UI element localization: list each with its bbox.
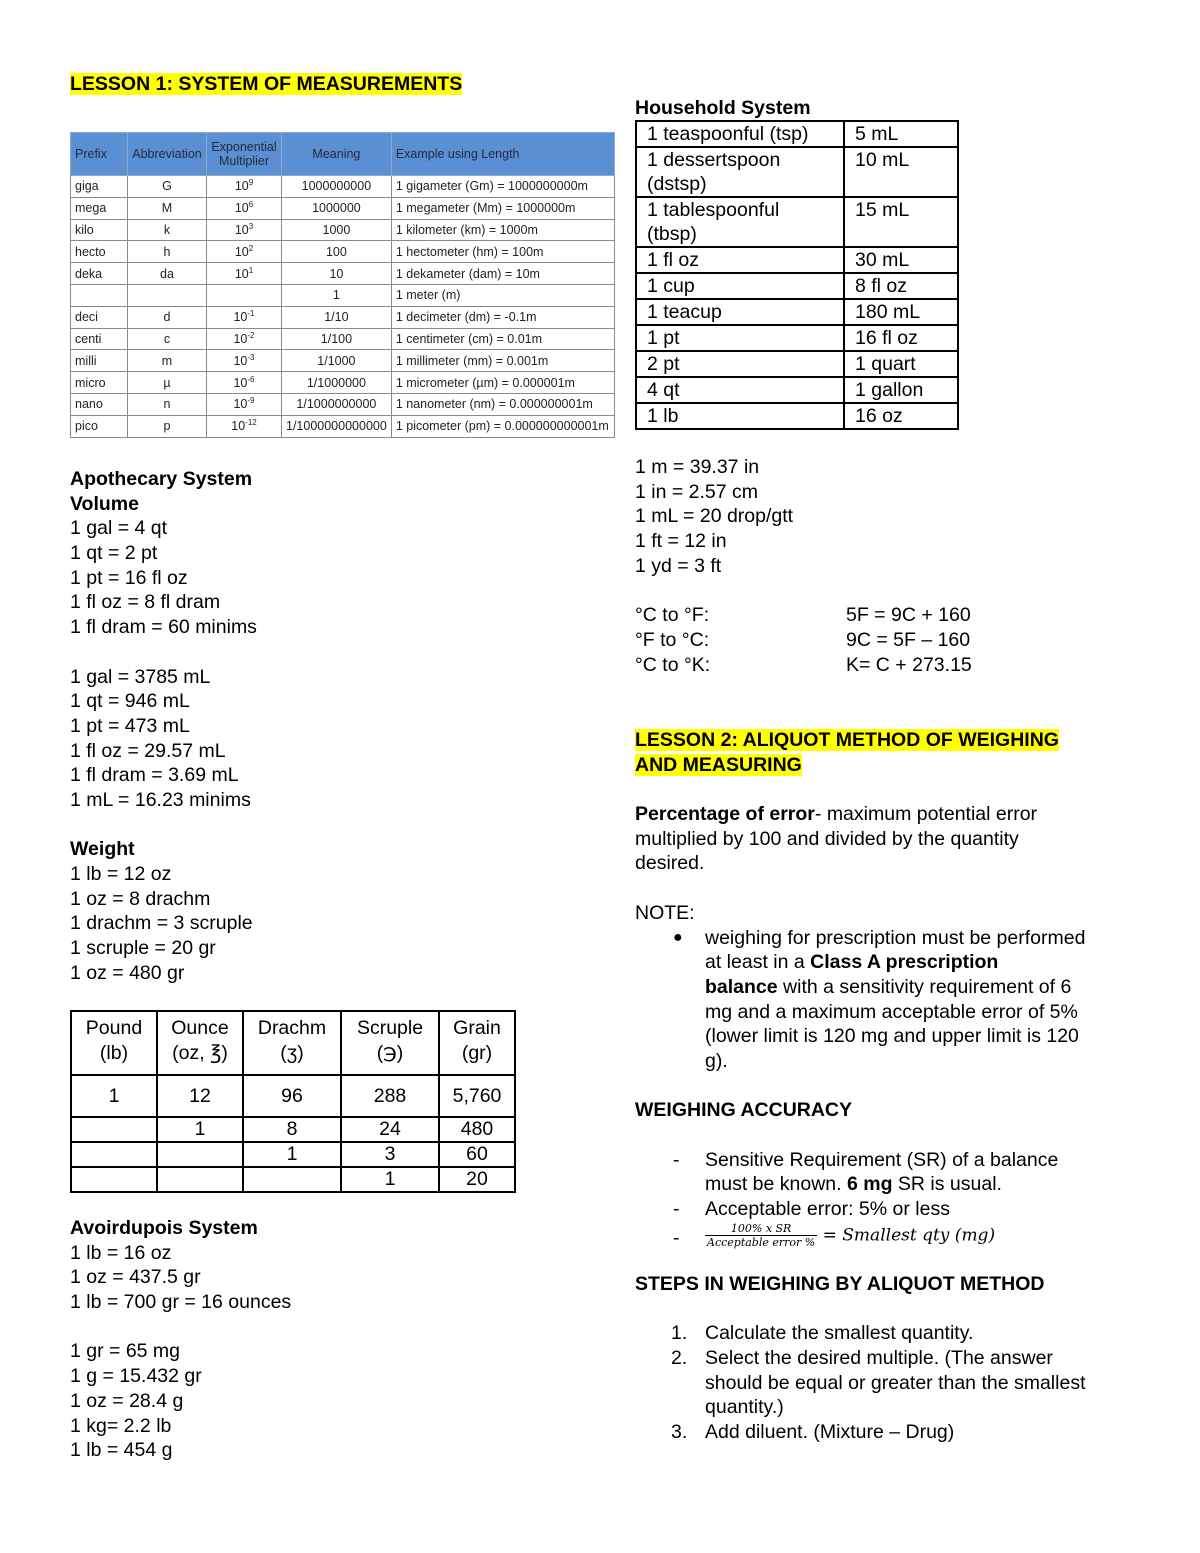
volume-line-5: 1 fl dram = 60 minims bbox=[70, 616, 257, 639]
step-text: quantity.) bbox=[705, 1396, 784, 1419]
prefix-cell: micro bbox=[71, 372, 128, 394]
lesson2-title-line2: AND MEASURING bbox=[635, 753, 802, 776]
weight-table-cell: 480 bbox=[439, 1117, 515, 1142]
percentage-error-term: Percentage of error bbox=[635, 803, 815, 826]
step-item bbox=[635, 1321, 1086, 1346]
prefix-header: Prefix bbox=[71, 133, 128, 176]
weight-table-cell: 5,760 bbox=[439, 1075, 515, 1117]
step-text: should be equal or greater than the smallest bbox=[705, 1371, 1086, 1394]
meaning-cell: 1/1000000000000 bbox=[282, 415, 392, 437]
percentage-error-def-1: - maximum potential error bbox=[814, 803, 1038, 826]
household-row bbox=[636, 377, 958, 403]
apothecary-weight-table bbox=[70, 1010, 516, 1193]
household-value: 30 mL bbox=[844, 247, 958, 273]
smallest-qty-formula: - $\frac{\text{100\% x SR}}{\text{Acceptable error \%}}$ = Smallest qty (mg) bbox=[673, 1221, 996, 1249]
meaning-cell: 1/1000000000 bbox=[282, 393, 392, 415]
abbreviation-cell: c bbox=[128, 328, 207, 350]
meaning-cell: 1000000 bbox=[282, 197, 392, 219]
prefix-row bbox=[71, 284, 615, 306]
weight-table-header: Scruple (℈) bbox=[341, 1011, 439, 1075]
meaning-cell: 100 bbox=[282, 241, 392, 263]
avoirdupois-line-3: 1 lb = 700 gr = 16 ounces bbox=[70, 1291, 292, 1314]
weight-table-header: Pound (lb) bbox=[71, 1011, 157, 1075]
example-cell: 1 meter (m) bbox=[391, 284, 614, 306]
example-cell: 1 nanometer (nm) = 0.000000001m bbox=[391, 393, 614, 415]
weight-title: Weight bbox=[70, 838, 135, 861]
note-line-5: (lower limit is 120 mg and upper limit is 120 bbox=[705, 1025, 1079, 1048]
household-unit: 1 teaspoonful (tsp) bbox=[636, 121, 844, 147]
weight-table-cell: 12 bbox=[157, 1075, 243, 1117]
multiplier-cell: $10^{-12}$ bbox=[207, 415, 282, 437]
household-value: 5 mL bbox=[844, 121, 958, 147]
exponent: 1 bbox=[248, 265, 254, 275]
temperature-formula: 9C = 5F – 160 bbox=[846, 628, 971, 651]
avoirdupois-line-2: 1 oz = 437.5 gr bbox=[70, 1266, 201, 1289]
abbreviation-cell: h bbox=[128, 241, 207, 263]
step-item bbox=[635, 1420, 1086, 1445]
accuracy-item-2: - Acceptable error: 5% or less bbox=[673, 1198, 950, 1221]
example-cell: 1 gigameter (Gm) = 1000000000m bbox=[391, 176, 614, 198]
prefix-cell: pico bbox=[71, 415, 128, 437]
step-text: Add diluent. (Mixture – Drug) bbox=[705, 1420, 955, 1443]
prefix-row bbox=[71, 263, 615, 285]
meaning-cell: 1/1000000 bbox=[282, 372, 392, 394]
household-value: 16 fl oz bbox=[844, 325, 958, 351]
meaning-cell: 1/100 bbox=[282, 328, 392, 350]
conversion-line-3: 1 mL = 20 drop/gtt bbox=[635, 505, 794, 528]
weighing-accuracy-title: WEIGHING ACCURACY bbox=[635, 1099, 853, 1122]
prefix-row bbox=[71, 393, 615, 415]
exponent: -6 bbox=[247, 374, 255, 384]
conversion-line-5: 1 yd = 3 ft bbox=[635, 554, 722, 577]
weight-line-2: 1 oz = 8 drachm bbox=[70, 887, 211, 910]
weight-table-cell bbox=[157, 1142, 243, 1167]
abbreviation-cell: d bbox=[128, 306, 207, 328]
multiplier-cell: $10^{-6}$ bbox=[207, 372, 282, 394]
example-cell: 1 hectometer (hm) = 100m bbox=[391, 241, 614, 263]
household-row bbox=[636, 299, 958, 325]
multiplier-cell: $10^{-2}$ bbox=[207, 328, 282, 350]
prefix-row bbox=[71, 306, 615, 328]
formula-numerator: 100% x SR bbox=[705, 1222, 817, 1236]
avoirdupois-line-4: 1 kg= 2.2 lb bbox=[70, 1414, 172, 1437]
weight-table-cell: 8 bbox=[243, 1117, 341, 1142]
household-value: 10 mL bbox=[844, 147, 958, 197]
household-unit: 2 pt bbox=[636, 351, 844, 377]
weight-line-5: 1 oz = 480 gr bbox=[70, 961, 185, 984]
prefix-cell: kilo bbox=[71, 219, 128, 241]
lesson1-title: LESSON 1: SYSTEM OF MEASUREMENTS bbox=[70, 73, 463, 95]
weight-line-1: 1 lb = 12 oz bbox=[70, 863, 172, 885]
percentage-error-def-2: multiplied by 100 and divided by the quantity bbox=[635, 827, 1019, 850]
volume-ml-line-4: 1 fl oz = 29.57 mL bbox=[70, 739, 226, 762]
temperature-label: °C to °K: bbox=[635, 653, 711, 676]
volume-ml-line-2: 1 qt = 946 mL bbox=[70, 690, 190, 713]
example-cell: 1 dekameter (dam) = 10m bbox=[391, 263, 614, 285]
step-number: 2. bbox=[671, 1346, 688, 1369]
abbreviation-cell: m bbox=[128, 350, 207, 372]
multiplier-cell: $10^{-9}$ bbox=[207, 393, 282, 415]
weight-table-header: Grain (gr) bbox=[439, 1011, 515, 1075]
abbreviation-header: Abbreviation bbox=[128, 133, 207, 176]
weight-table-cell: 24 bbox=[341, 1117, 439, 1142]
meaning-cell: 1/10 bbox=[282, 306, 392, 328]
household-unit: 4 qt bbox=[636, 377, 844, 403]
prefix-cell: giga bbox=[71, 176, 128, 198]
weight-table-cell: 60 bbox=[439, 1142, 515, 1167]
abbreviation-cell: da bbox=[128, 263, 207, 285]
household-value: 180 mL bbox=[844, 299, 958, 325]
prefix-cell: centi bbox=[71, 328, 128, 350]
meaning-cell: 10 bbox=[282, 263, 392, 285]
avoirdupois-line-1: 1 gr = 65 mg bbox=[70, 1340, 181, 1363]
multiplier-cell: $10^{-3}$ bbox=[207, 350, 282, 372]
avoirdupois-line-5: 1 lb = 454 g bbox=[70, 1439, 173, 1462]
household-row bbox=[636, 147, 958, 197]
volume-line-4: 1 fl oz = 8 fl dram bbox=[70, 591, 221, 614]
household-value: 1 quart bbox=[844, 351, 958, 377]
weight-table-cell: 1 bbox=[71, 1075, 157, 1117]
prefix-row bbox=[71, 350, 615, 372]
example-cell: 1 megameter (Mm) = 1000000m bbox=[391, 197, 614, 219]
example-cell: 1 micrometer (µm) = 0.000001m bbox=[391, 372, 614, 394]
household-row bbox=[636, 121, 958, 147]
weight-table-cell: 1 bbox=[157, 1117, 243, 1142]
example-cell: 1 centimeter (cm) = 0.01m bbox=[391, 328, 614, 350]
prefix-cell: hecto bbox=[71, 241, 128, 263]
prefix-row bbox=[71, 328, 615, 350]
conversion-line-2: 1 in = 2.57 cm bbox=[635, 480, 759, 503]
abbreviation-cell: n bbox=[128, 393, 207, 415]
prefix-cell bbox=[71, 284, 128, 306]
avoirdupois-line-1: 1 lb = 16 oz bbox=[70, 1241, 172, 1264]
meaning-cell: 1000000000 bbox=[282, 176, 392, 198]
conversion-line-1: 1 m = 39.37 in bbox=[635, 456, 760, 478]
weight-table-cell bbox=[157, 1167, 243, 1192]
abbreviation-cell: µ bbox=[128, 372, 207, 394]
note-line-4: mg and a maximum acceptable error of 5% bbox=[705, 1000, 1078, 1023]
weight-table-cell: 288 bbox=[341, 1075, 439, 1117]
weight-table-cell bbox=[243, 1167, 341, 1192]
note-line-6: g). bbox=[705, 1049, 728, 1072]
household-title: Household System bbox=[635, 97, 811, 119]
prefix-row bbox=[71, 415, 615, 437]
formula-rhs: = Smallest qty (mg) bbox=[822, 1225, 996, 1246]
household-value: 1 gallon bbox=[844, 377, 958, 403]
weight-table-cell: 3 bbox=[341, 1142, 439, 1167]
step-text: Select the desired multiple. (The answer bbox=[705, 1346, 1053, 1369]
prefix-cell: mega bbox=[71, 197, 128, 219]
weight-line-3: 1 drachm = 3 scruple bbox=[70, 912, 253, 935]
abbreviation-cell: G bbox=[128, 176, 207, 198]
conversion-line-4: 1 ft = 12 in bbox=[635, 530, 727, 553]
multiplier-cell: $10^3$ bbox=[207, 219, 282, 241]
example-cell: 1 decimeter (dm) = -0.1m bbox=[391, 306, 614, 328]
accuracy-item-1: - Sensitive Requirement (SR) of a balance must be known. 6 mg SR is usual. bbox=[673, 1148, 1059, 1196]
abbreviation-cell bbox=[128, 284, 207, 306]
note-line-3: balance with a sensitivity requirement of 6 bbox=[705, 975, 1072, 998]
lesson2-title-line1: LESSON 2: ALIQUOT METHOD OF WEIGHING bbox=[635, 729, 1059, 751]
abbreviation-cell: k bbox=[128, 219, 207, 241]
example-header: Example using Length bbox=[391, 133, 614, 176]
note-line-2: at least in a Class A prescription bbox=[705, 951, 999, 974]
household-row bbox=[636, 197, 958, 247]
abbreviation-cell: M bbox=[128, 197, 207, 219]
avoirdupois-title: Avoirdupois System bbox=[70, 1217, 258, 1239]
multiplier-cell: $10^{-1}$ bbox=[207, 306, 282, 328]
household-value: 8 fl oz bbox=[844, 273, 958, 299]
step-text: Calculate the smallest quantity. bbox=[705, 1322, 974, 1345]
household-row bbox=[636, 325, 958, 351]
household-row bbox=[636, 403, 958, 429]
household-unit: 1 fl oz bbox=[636, 247, 844, 273]
exponent: -3 bbox=[247, 352, 255, 362]
prefix-cell: deka bbox=[71, 263, 128, 285]
exponent: -9 bbox=[247, 396, 255, 406]
weight-line-4: 1 scruple = 20 gr bbox=[70, 937, 216, 960]
multiplier-cell: $10^9$ bbox=[207, 176, 282, 198]
multiplier-cell bbox=[207, 284, 282, 306]
volume-line-1: 1 gal = 4 qt bbox=[70, 517, 168, 540]
temperature-row bbox=[635, 653, 972, 678]
prefix-row bbox=[71, 219, 615, 241]
step-number: 3. bbox=[671, 1420, 688, 1443]
weight-table-cell bbox=[71, 1142, 157, 1167]
exponent: -12 bbox=[245, 418, 257, 427]
example-cell: 1 picometer (pm) = 0.000000000001m bbox=[391, 415, 614, 437]
note-line-1: weighing for prescription must be performed bbox=[705, 926, 1086, 949]
weight-table-cell bbox=[71, 1167, 157, 1192]
weight-table-cell bbox=[71, 1117, 157, 1142]
note-label: NOTE: bbox=[635, 901, 695, 924]
exponent: -1 bbox=[247, 309, 255, 319]
note-bullet bbox=[635, 926, 1086, 1074]
prefix-cell: deci bbox=[71, 306, 128, 328]
exponent: 3 bbox=[248, 221, 254, 231]
prefix-row bbox=[71, 176, 615, 198]
example-cell: 1 millimeter (mm) = 0.001m bbox=[391, 350, 614, 372]
temperature-formula: K= C + 273.15 bbox=[846, 653, 972, 676]
household-unit: 1 dessertspoon (dstsp) bbox=[636, 147, 844, 197]
weight-table-cell: 1 bbox=[243, 1142, 341, 1167]
multiplier-cell: $10^6$ bbox=[207, 197, 282, 219]
volume-ml-line-5: 1 fl dram = 3.69 mL bbox=[70, 764, 239, 787]
steps-title: STEPS IN WEIGHING BY ALIQUOT METHOD bbox=[635, 1272, 1045, 1295]
percentage-error-def-3: desired. bbox=[635, 852, 705, 875]
temperature-row bbox=[635, 628, 972, 653]
formula-denominator: Acceptable error % bbox=[707, 1235, 816, 1249]
prefix-row bbox=[71, 197, 615, 219]
household-unit: 1 lb bbox=[636, 403, 844, 429]
step-number: 1. bbox=[671, 1322, 688, 1345]
meaning-header: Meaning bbox=[282, 133, 392, 176]
avoirdupois-line-3: 1 oz = 28.4 g bbox=[70, 1389, 184, 1412]
household-row bbox=[636, 247, 958, 273]
temperature-formula: 5F = 9C + 160 bbox=[846, 604, 971, 627]
bullet-icon: ● bbox=[673, 928, 683, 946]
volume-line-3: 1 pt = 16 fl oz bbox=[70, 566, 188, 589]
apothecary-title: Apothecary System bbox=[70, 468, 253, 490]
weight-table-header: Drachm (ʒ) bbox=[243, 1011, 341, 1075]
household-row bbox=[636, 351, 958, 377]
prefix-cell: nano bbox=[71, 393, 128, 415]
prefix-row bbox=[71, 372, 615, 394]
example-cell: 1 kilometer (km) = 1000m bbox=[391, 219, 614, 241]
prefix-row bbox=[71, 241, 615, 263]
household-unit: 1 cup bbox=[636, 273, 844, 299]
household-unit: 1 pt bbox=[636, 325, 844, 351]
prefix-table bbox=[70, 132, 615, 438]
exponent: 9 bbox=[248, 178, 254, 188]
household-unit: 1 tablespoonful (tbsp) bbox=[636, 197, 844, 247]
meaning-cell: 1 bbox=[282, 284, 392, 306]
household-unit: 1 teacup bbox=[636, 299, 844, 325]
exponent: 2 bbox=[248, 243, 254, 253]
volume-ml-line-3: 1 pt = 473 mL bbox=[70, 714, 190, 737]
exponent: 6 bbox=[248, 200, 254, 210]
temperature-label: °C to °F: bbox=[635, 604, 710, 627]
temperature-label: °F to °C: bbox=[635, 628, 710, 651]
multiplier-header: Exponential Multiplier bbox=[207, 133, 282, 176]
abbreviation-cell: p bbox=[128, 415, 207, 437]
meaning-cell: 1/1000 bbox=[282, 350, 392, 372]
temperature-row bbox=[635, 603, 972, 628]
weight-table-cell: 1 bbox=[341, 1167, 439, 1192]
volume-ml-line-1: 1 gal = 3785 mL bbox=[70, 665, 211, 688]
weight-table-cell: 20 bbox=[439, 1167, 515, 1192]
household-row bbox=[636, 273, 958, 299]
household-value: 15 mL bbox=[844, 197, 958, 247]
weight-table-header: Ounce (oz, ℥) bbox=[157, 1011, 243, 1075]
household-value: 16 oz bbox=[844, 403, 958, 429]
step-item bbox=[635, 1346, 1086, 1420]
volume-title: Volume bbox=[70, 492, 139, 515]
multiplier-cell: $10^1$ bbox=[207, 263, 282, 285]
volume-ml-line-6: 1 mL = 16.23 minims bbox=[70, 788, 251, 811]
weight-table-cell: 96 bbox=[243, 1075, 341, 1117]
volume-line-2: 1 qt = 2 pt bbox=[70, 542, 158, 565]
exponent: -2 bbox=[247, 330, 255, 340]
avoirdupois-line-2: 1 g = 15.432 gr bbox=[70, 1365, 202, 1388]
meaning-cell: 1000 bbox=[282, 219, 392, 241]
prefix-cell: milli bbox=[71, 350, 128, 372]
household-table bbox=[635, 120, 959, 430]
multiplier-cell: $10^2$ bbox=[207, 241, 282, 263]
